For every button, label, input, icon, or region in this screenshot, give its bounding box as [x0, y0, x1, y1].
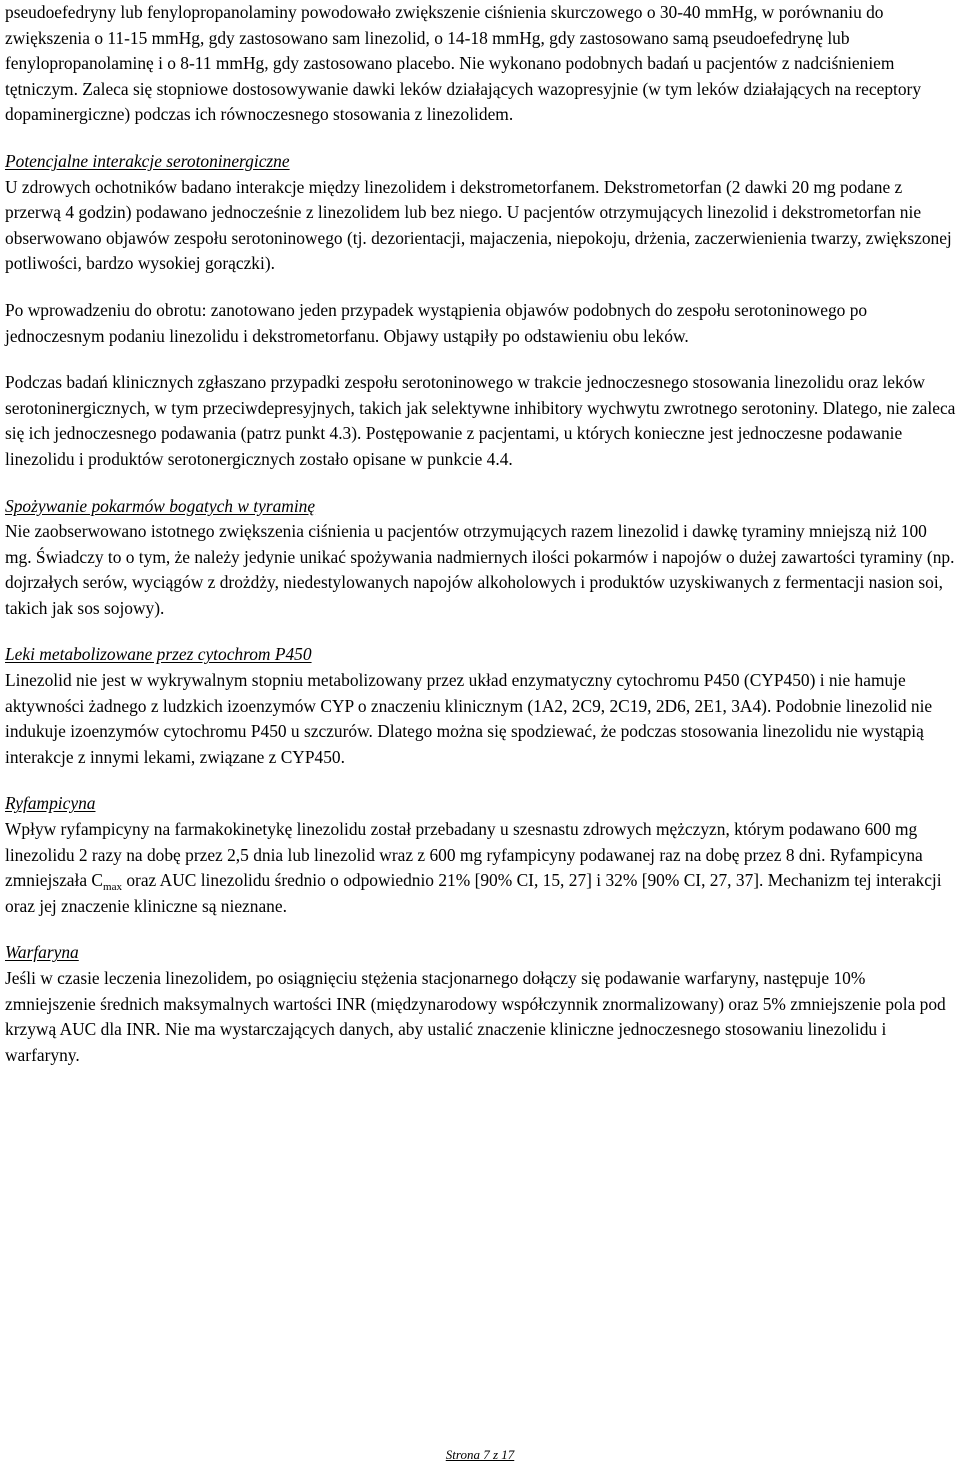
page-number-footer: Strona 7 z 17 [445, 1447, 515, 1462]
paragraph-vasopressor-interaction [5, 0, 957, 128]
section-heading: Ryfampicyna [5, 793, 96, 814]
document-page [5, 0, 957, 1089]
section-cyp450 [5, 642, 957, 770]
paragraph-text: pseudoefedryny lub fenylopropanolaminy powodowało zwiększenie ciśnienia skurczowego o 30-40 mmHg, w porównaniu do zwiększenia o 11-15 mmHg, gdy zastosowano sam linezolid, o 14-18 mmHg, gdy zastosowano samą pseudoefedrynę lub fenylopropanolaminę i o 8-11 mmHg, gdy zastosowano placebo. Nie wykonano podobnych badań u pacjentów z nadciśnieniem tętniczym. Zaleca się stopniowe dostosowywanie dawki leków działających wazopresyjnie (w tym leków działających na receptory dopaminergiczne) podczas ich równoczesnego stosowania z linezolidem. [5, 2, 922, 125]
paragraph-text [5, 817, 957, 919]
section-heading: Spożywanie pokarmów bogatych w tyraminę [5, 495, 316, 516]
text-run: oraz AUC linezolidu średnio o odpowiednio 21% [90% CI, 15, 27] i 32% [90% CI, 27, 37]. Mechanizm tej interakcji oraz jej znaczenie kliniczne są nieznane. [5, 870, 942, 916]
section-heading: Warfaryna [5, 942, 79, 963]
paragraph-text: Jeśli w czasie leczenia linezolidem, po osiągnięciu stężenia stacjonarnego dołączy się podawanie warfaryny, następuje 10% zmniejszenie średnich maksymalnych wartości INR (międzynarodowy współczynnik znormalizowany) oraz 5% zmniejszenie pola pod krzywą AUC dla INR. Nie ma wystarczających danych, aby ustalić znaczenie kliniczne jednoczesnego stosowaniu linezolidu i warfaryny. [5, 968, 946, 1065]
section-serotonergic-interactions [5, 149, 957, 277]
paragraph-text: Podczas badań klinicznych zgłaszano przypadki zespołu serotoninowego w trakcie jednoczesnego stosowania linezolidu oraz leków serotoninergicznych, w tym przeciwdepresyjnych, takich jak selektywne inhibitory wychwytu zwrotnego serotoniny. Dlatego, nie zaleca się ich jednoczesnego podawania (patrz punkt 4.3). Postępowanie z pacjentami, u których konieczne jest jednoczesne podawanie linezolidu i produktów serotonergicznych zostało opisane w punkcie 4.4. [5, 372, 956, 469]
paragraph-postmarketing [5, 298, 957, 349]
text-run: Wpływ ryfampicyny na farmakokinetykę linezolidu został przebadany u szesnastu zdrowych mężczyzn, którym podawano 600 mg linezolidu 2 razy na dobę przez 2,5 dnia lub linezolid wraz z 600 mg ryfampicyny podawanej raz na dobę przez 8 dni. Ryfampicyna zmniejszała C [5, 819, 923, 891]
section-rifampicin [5, 791, 957, 919]
paragraph-text: U zdrowych ochotników badano interakcje między linezolidem i dekstrometorfanem. Dekstrometorfan (2 dawki 20 mg podane z przerwą 4 godzin) podawano jednocześnie z linezolidem lub bez niego. U pacjentów otrzymujących linezolid i dekstrometorfan nie obserwowano objawów zespołu serotoninowego (tj. dezorientacji, majaczenia, niepokoju, drżenia, zaczerwienienia twarzy, zwiększonej potliwości, bardzo wysokiej gorączki). [5, 176, 952, 274]
section-tyramine [5, 494, 957, 622]
subscript-max: max [103, 881, 122, 894]
section-warfarin [5, 940, 957, 1068]
section-heading: Potencjalne interakcje serotoninergiczne [5, 150, 290, 171]
paragraph-text: Nie zaobserwowano istotnego zwiększenia ciśnienia u pacjentów otrzymujących razem linezolid i dawkę tyraminy mniejszą niż 100 mg. Świadczy to o tym, że należy jedynie unikać spożywania nadmiernych ilości pokarmów i napojów o dużej zawartości tyraminy (np. dojrzałych serów, wyciągów z drożdży, niedestylowanych napojów alkoholowych i produktów uzyskiwanych z fermentacji nasion soi, takich jak sos sojowy). [5, 521, 955, 618]
paragraph-text: Po wprowadzeniu do obrotu: zanotowano jeden przypadek wystąpienia objawów podobnych do zespołu serotoninowego po jednoczesnym podaniu linezolidu i dekstrometorfanu. Objawy ustąpiły po odstawieniu obu leków. [5, 299, 868, 346]
paragraph-text: Linezolid nie jest w wykrywalnym stopniu metabolizowany przez układ enzymatyczny cytochromu P450 (CYP450) i nie hamuje aktywności żadnego z ludzkich izoenzymów CYP o znaczeniu klinicznym (1A2, 2C9, 2C19, 2D6, 2E1, 3A4). Podobnie linezolid nie indukuje izoenzymów cytochromu P450 u szczurów. Dlatego można się spodziewać, że podczas stosowania linezolidu nie wystąpią interakcje z innymi lekami, związane z CYP450. [5, 670, 933, 767]
section-heading: Leki metabolizowane przez cytochrom P450 [5, 644, 312, 665]
paragraph-clinical-trials [5, 370, 957, 472]
